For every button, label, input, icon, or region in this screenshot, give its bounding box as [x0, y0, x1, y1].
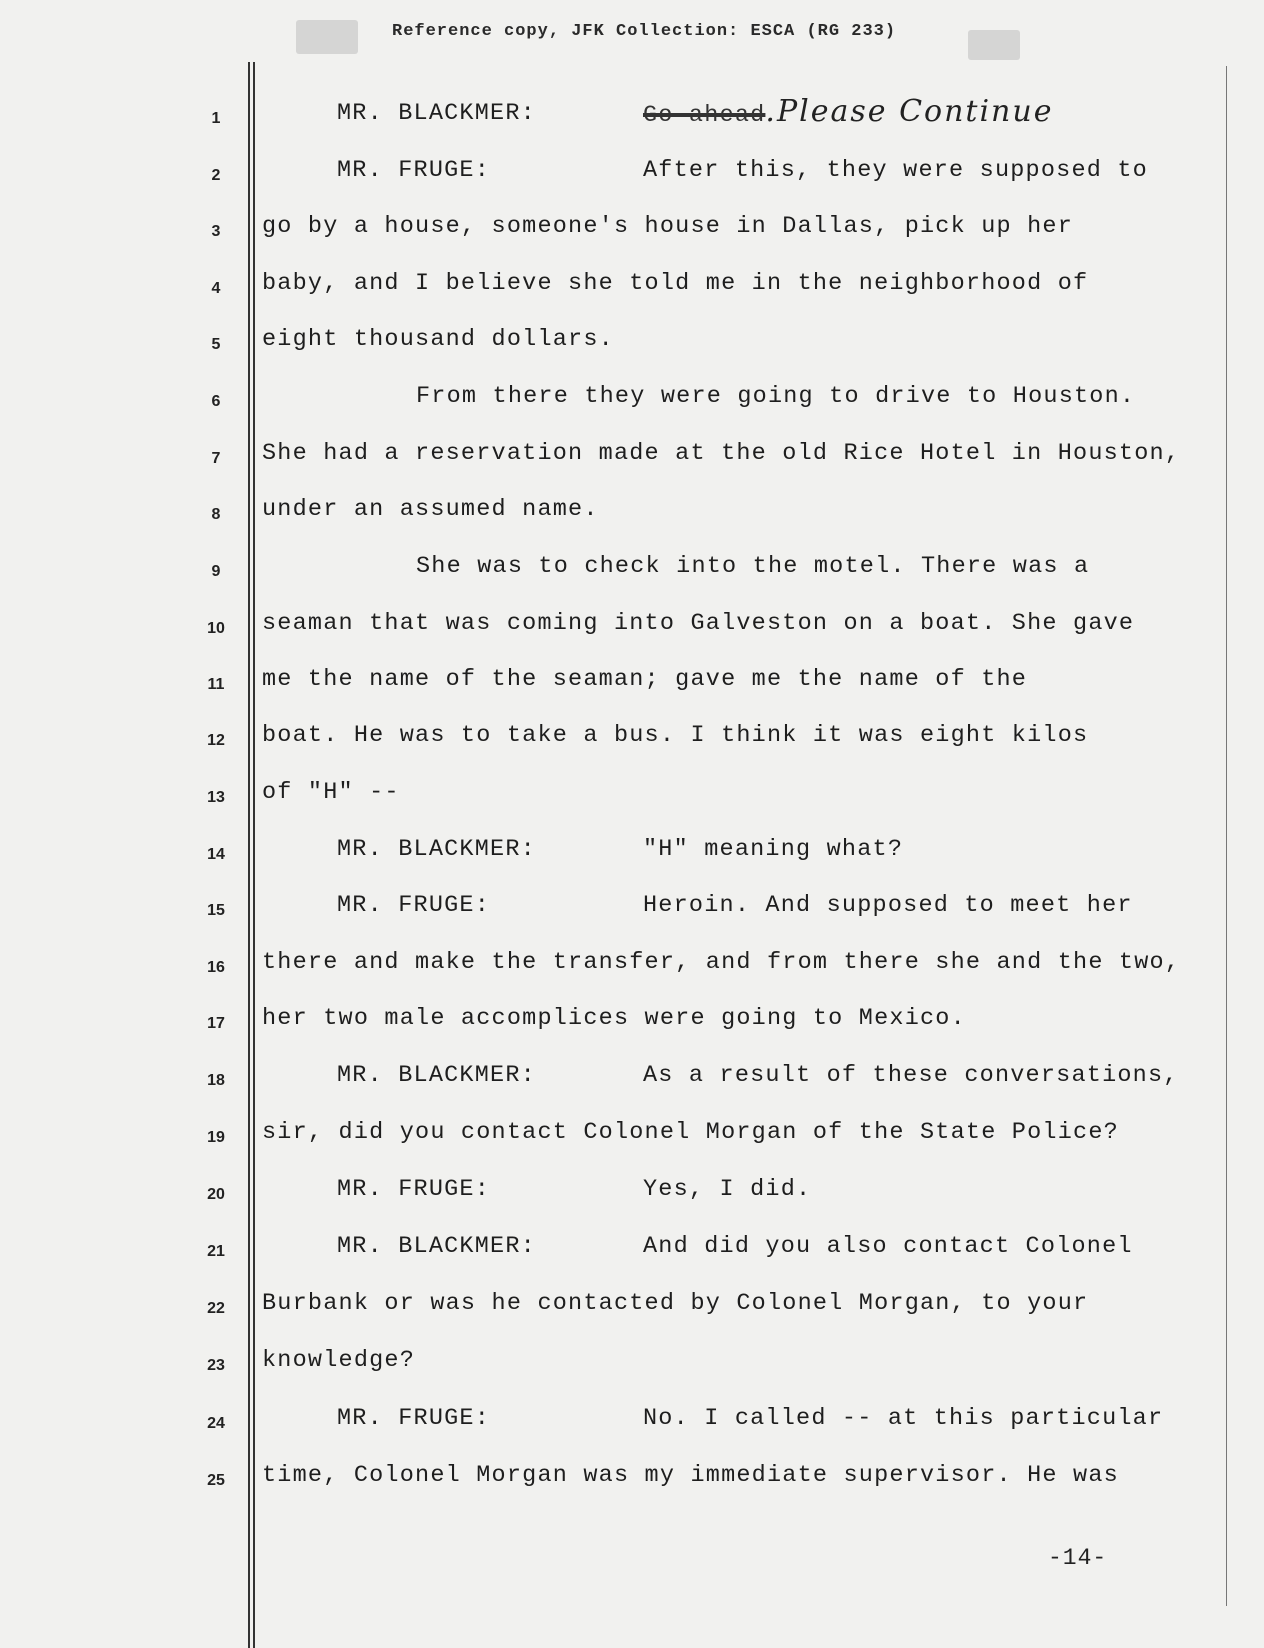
transcript-line [0, 1119, 1264, 1159]
transcript-line [0, 1290, 1264, 1330]
line-text: She had a reservation made at the old Rice Hotel in Houston, [262, 440, 1181, 467]
struck-text: Go ahead [643, 102, 766, 129]
transcript-line [0, 496, 1264, 536]
line-text: go by a house, someone's house in Dallas, pick up her [262, 213, 1074, 240]
line-text: there and make the transfer, and from there she and the two, [262, 949, 1181, 976]
line-number: 17 [207, 1015, 225, 1032]
transcript-line [0, 270, 1264, 310]
line-text: time, Colonel Morgan was my immediate supervisor. He was [262, 1462, 1119, 1489]
speaker-label: MR. FRUGE: [337, 157, 491, 184]
line-number: 3 [211, 223, 221, 240]
line-text: No. I called -- at this particular [643, 1405, 1164, 1432]
reference-header: Reference copy, JFK Collection: ESCA (RG 233) [392, 22, 897, 41]
transcript-line [0, 157, 1264, 197]
transcript-line [0, 722, 1264, 762]
line-number: 10 [207, 620, 225, 637]
speaker-label: MR. BLACKMER: [337, 1062, 536, 1089]
transcript-line [0, 949, 1264, 989]
line-number: 11 [207, 676, 225, 693]
line-text: of "H" -- [262, 779, 400, 806]
line-number: 24 [207, 1415, 225, 1432]
handwritten-correction [643, 94, 1053, 129]
speaker-label: MR. FRUGE: [337, 1176, 491, 1203]
line-number: 5 [211, 336, 221, 353]
line-number: 8 [211, 506, 221, 523]
line-number: 20 [207, 1186, 225, 1203]
line-text: From there they were going to drive to Houston. [416, 383, 1136, 410]
line-text: under an assumed name. [262, 496, 599, 523]
speaker-label: MR. BLACKMER: [337, 100, 536, 127]
line-text: As a result of these conversations, [643, 1062, 1179, 1089]
line-text: baby, and I believe she told me in the neighborhood of [262, 270, 1089, 297]
transcript-line [0, 213, 1264, 253]
line-text: her two male accomplices were going to Mexico. [262, 1005, 966, 1032]
page-number: -14- [1048, 1545, 1108, 1571]
transcript-line [0, 1062, 1264, 1102]
transcript-line [0, 779, 1264, 819]
line-text: eight thousand dollars. [262, 326, 614, 353]
line-text: She was to check into the motel. There was a [416, 553, 1090, 580]
line-text: Yes, I did. [643, 1176, 812, 1203]
line-text: seaman that was coming into Galveston on a boat. She gave [262, 610, 1135, 637]
speaker-label: MR. FRUGE: [337, 1405, 491, 1432]
line-number: 13 [207, 789, 225, 806]
transcript-line [0, 892, 1264, 932]
line-number: 18 [207, 1072, 225, 1089]
speaker-label: MR. BLACKMER: [337, 1233, 536, 1260]
line-number: 25 [207, 1472, 225, 1489]
line-number: 15 [207, 902, 225, 919]
line-number: 4 [211, 280, 221, 297]
line-number: 23 [207, 1357, 225, 1374]
transcript-line [0, 383, 1264, 423]
line-text: me the name of the seaman; gave me the name of the [262, 666, 1028, 693]
line-text: After this, they were supposed to [643, 157, 1148, 184]
transcript-line [0, 1005, 1264, 1045]
scan-smudge-right [968, 30, 1020, 60]
transcript-line [0, 1405, 1264, 1445]
transcript-line [0, 440, 1264, 480]
line-text: knowledge? [262, 1347, 416, 1374]
transcript-line [0, 326, 1264, 366]
line-number: 9 [211, 563, 221, 580]
transcript-line [0, 836, 1264, 876]
transcript-line [0, 666, 1264, 706]
line-number: 21 [207, 1243, 225, 1260]
scan-smudge-left [296, 20, 358, 54]
transcript-line [0, 553, 1264, 593]
line-text: And did you also contact Colonel [643, 1233, 1133, 1260]
line-text: Heroin. And supposed to meet her [643, 892, 1133, 919]
transcript-line [0, 94, 1264, 140]
line-number: 1 [211, 110, 221, 127]
line-number: 7 [211, 450, 221, 467]
line-number: 12 [207, 732, 225, 749]
handwritten-text: .Please Continue [765, 94, 1054, 129]
line-number: 2 [211, 167, 221, 184]
speaker-label: MR. FRUGE: [337, 892, 491, 919]
speaker-label: MR. BLACKMER: [337, 836, 536, 863]
transcript-line [0, 1233, 1264, 1273]
line-text: "H" meaning what? [643, 836, 904, 863]
transcript-line [0, 1347, 1264, 1387]
line-number: 16 [207, 959, 225, 976]
line-number: 6 [211, 393, 221, 410]
line-number: 19 [207, 1129, 225, 1146]
line-text: sir, did you contact Colonel Morgan of the State Police? [262, 1119, 1119, 1146]
line-number: 14 [207, 846, 225, 863]
transcript-line [0, 1176, 1264, 1216]
line-number: 22 [207, 1300, 225, 1317]
transcript-line [0, 1462, 1264, 1502]
line-text: Burbank or was he contacted by Colonel Morgan, to your [262, 1290, 1089, 1317]
transcript-line [0, 610, 1264, 650]
line-text: boat. He was to take a bus. I think it was eight kilos [262, 722, 1089, 749]
